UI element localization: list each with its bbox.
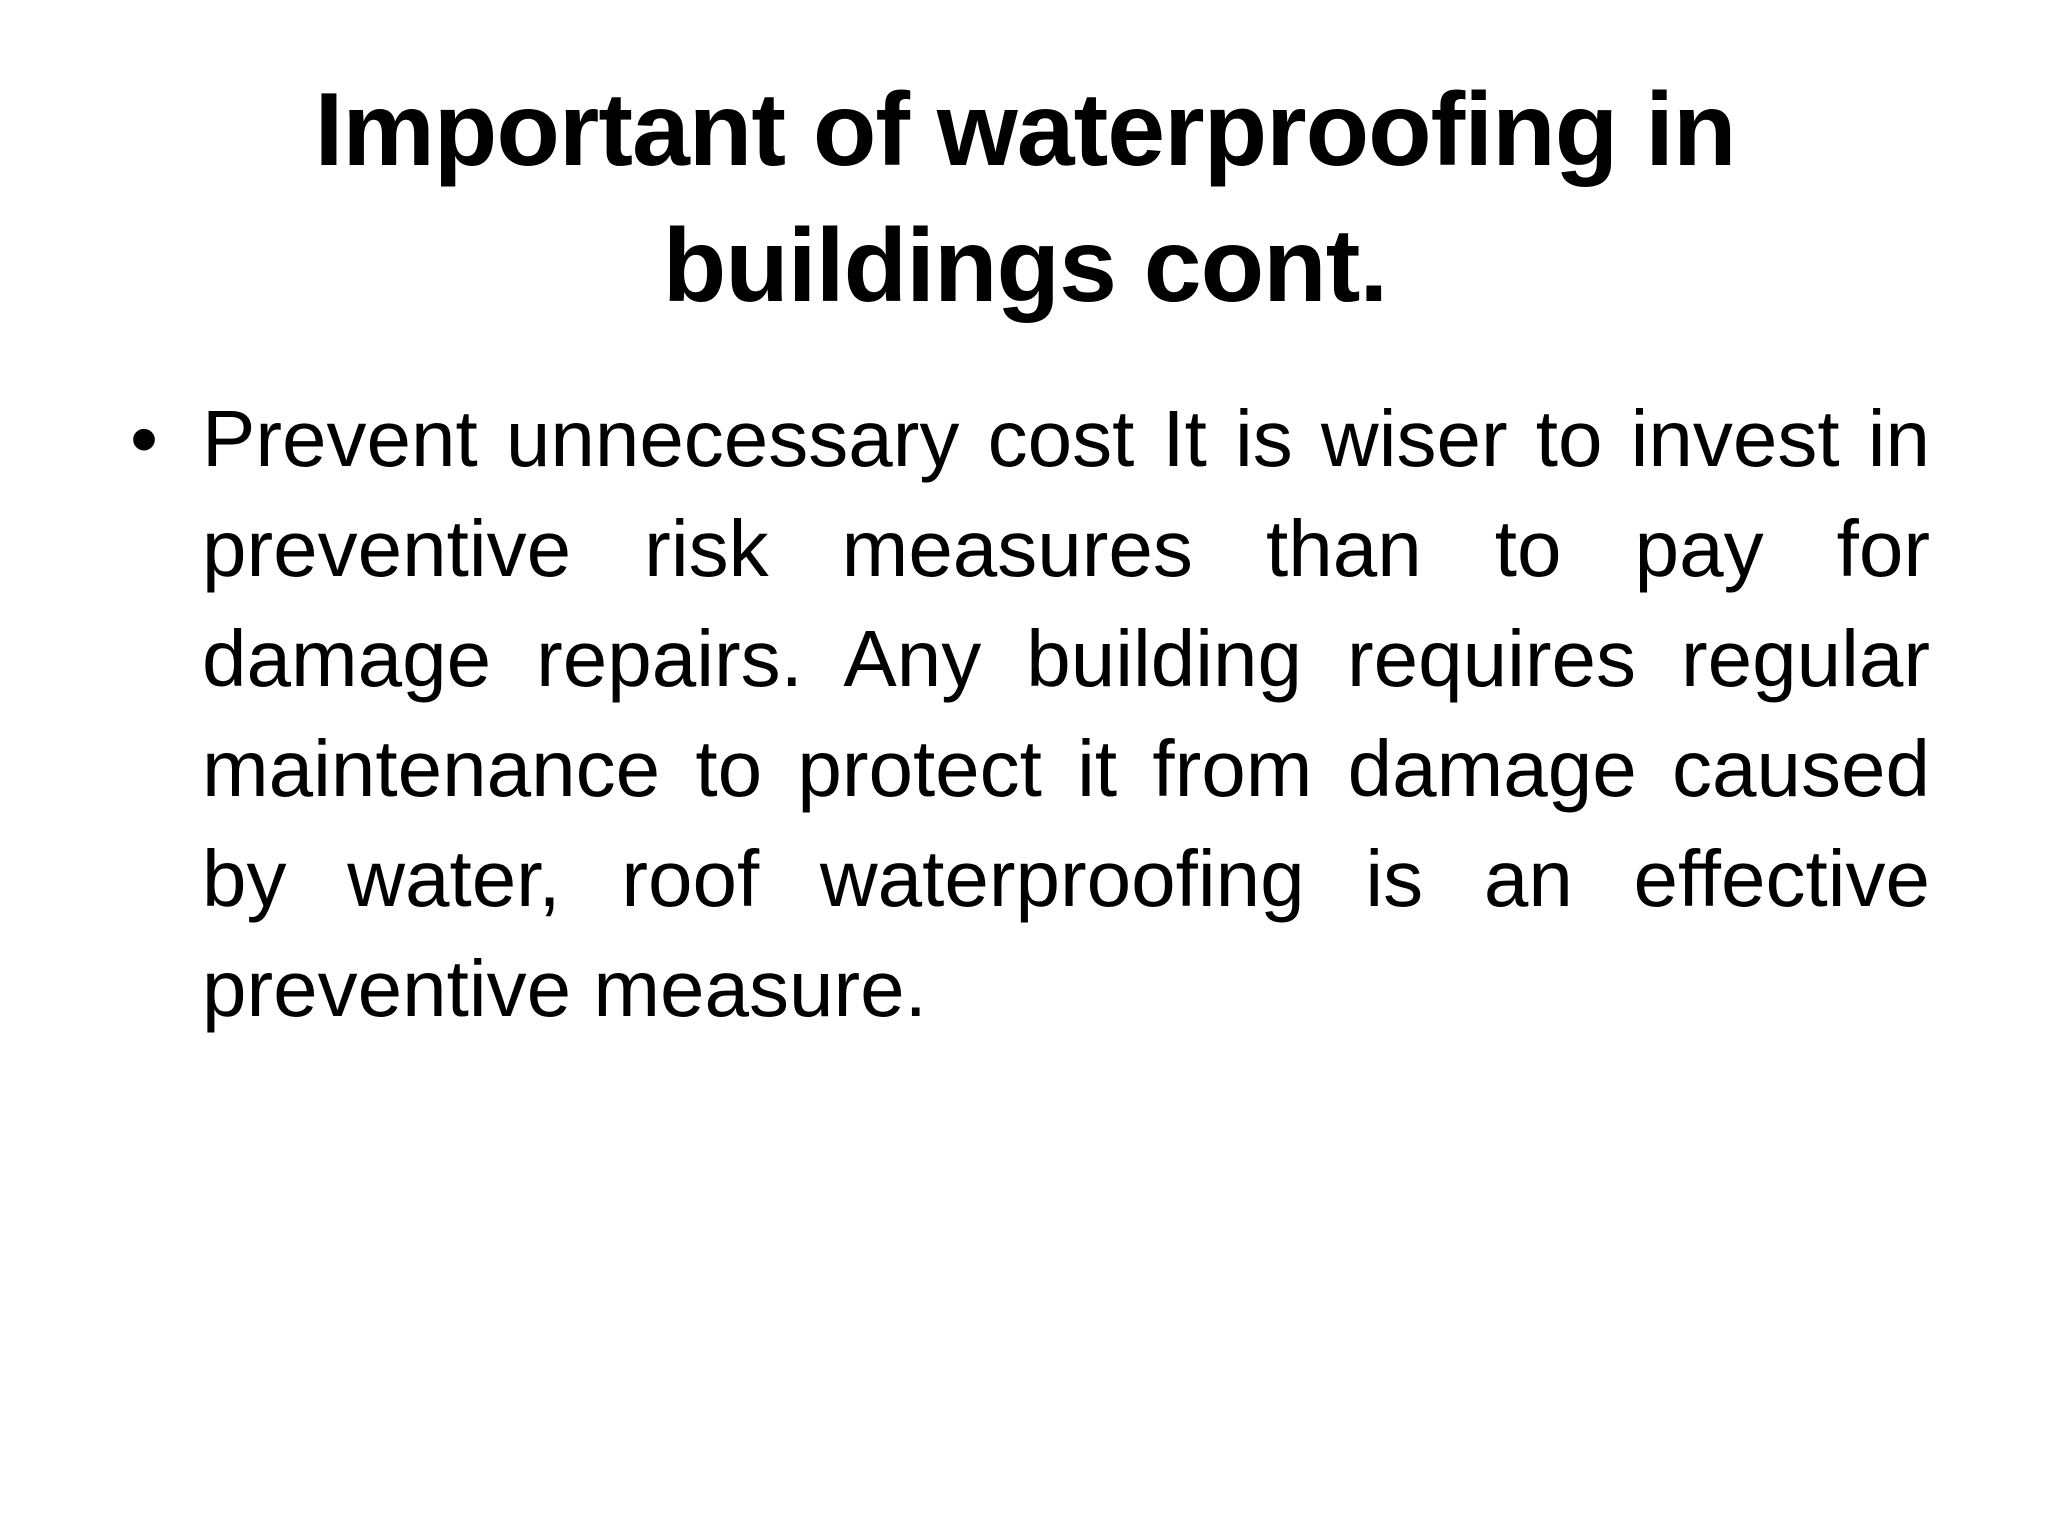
bullet-marker-icon: •: [130, 394, 159, 483]
bullet-list: [130, 384, 1930, 1044]
slide-title: Important of waterproofing in buildings cont.: [314, 72, 1736, 324]
bullet-item: [130, 384, 1930, 1044]
bullet-text: Prevent unnecessary cost It is wiser to invest in preventive risk measures than to pay for damage repairs. Any building requires regular maintenance to protect it from damage caused by water, roof waterproofing is an effective preventive measure.: [202, 394, 1930, 1033]
